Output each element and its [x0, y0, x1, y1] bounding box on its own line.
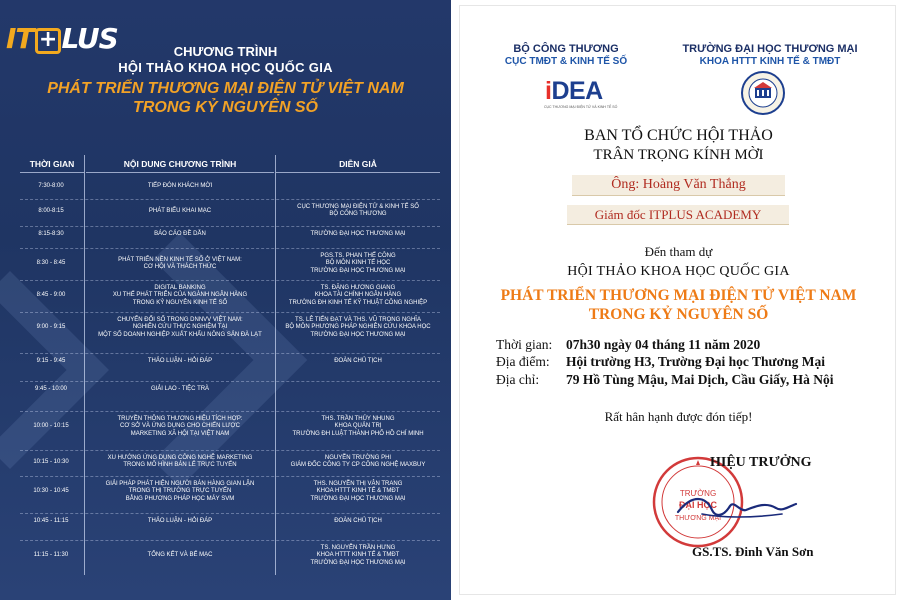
row-separator [20, 411, 440, 412]
row-speaker-line: TRƯỜNG ĐẠI HỌC THƯƠNG MẠI [310, 231, 406, 237]
row-content [86, 552, 274, 559]
row-content-line: TRONG MÔ HÌNH BÁN LẺ TRỰC TUYẾN [123, 462, 237, 469]
row-content-line: MỘT SỐ DOANH NGHIỆP XUẤT KHẨU NÔNG SẢN ĐÀ LẠT [98, 331, 262, 338]
row-content-line: TỔNG KẾT VÀ BẾ MẠC [147, 552, 213, 559]
row-separator [20, 226, 440, 227]
row-content [86, 231, 274, 238]
row-speaker-line: THS. NGUYỄN THỊ VÂN TRANG [313, 481, 403, 487]
row-speaker-line: TRƯỜNG ĐẠI HỌC THƯƠNG MẠI [310, 267, 406, 274]
row-speaker-line: KHOA QUẢN TRỊ [334, 423, 382, 430]
row-time: 9:45 - 10:00 [34, 386, 68, 392]
row-time: 8:15-8:30 [38, 231, 64, 237]
row-content [86, 386, 274, 393]
row-content-line: PHÁT BIỂU KHAI MẠC [148, 207, 212, 214]
row-content-line: GIẢI PHÁP PHÁT HIỆN NGƯỜI BÁN HÀNG GIAN LẬN [105, 481, 255, 487]
row-time: 10:00 - 10:15 [33, 423, 69, 430]
svg-text:ĐẠI HỌC: ĐẠI HỌC [679, 500, 717, 510]
rector-title: HIỆU TRƯỞNG [710, 455, 812, 470]
row-content [86, 518, 274, 525]
row-separator [20, 540, 440, 541]
row-speaker [276, 317, 440, 339]
row-speaker-line: TS. LÊ TIẾN ĐẠT VÀ THS. VŨ TRỌNG NGHĨA [295, 317, 421, 323]
row-separator [20, 353, 440, 354]
row-speaker-line: ĐOÀN CHỦ TỊCH [334, 358, 382, 364]
row-content [86, 416, 274, 438]
row-content-line: TRONG KỶ NGUYÊN KINH TẾ SỐ [132, 299, 228, 306]
signer-name: GS.TS. Đinh Văn Sơn [692, 544, 814, 559]
row-speaker [276, 285, 440, 307]
invitee-name: Ông: Hoàng Văn Thắng [611, 177, 746, 192]
row-content [86, 455, 274, 470]
logo-plus: + [35, 28, 61, 54]
address-line [496, 372, 834, 388]
venue-label: Địa điểm: [496, 354, 550, 369]
logo-prefix: IT [6, 22, 34, 55]
header-time: THỜI GIAN [20, 155, 84, 173]
row-speaker-line: TRƯỜNG ĐH LUẬT THÀNH PHỐ HỒ CHÍ MINH [292, 430, 424, 437]
idea-logo [545, 77, 603, 106]
row-content-line: XU THẾ PHÁT TRIỂN CỦA NGÀNH NGÂN HÀNG [112, 292, 248, 299]
row-speaker-line: KHOA TÀI CHÍNH NGÂN HÀNG [314, 292, 402, 299]
row-content [86, 183, 274, 190]
row-time: 10:30 - 10:45 [33, 488, 69, 495]
theme-line-1: PHÁT TRIỂN THƯƠNG MẠI ĐIỆN TỬ VIỆT NAM [47, 80, 404, 97]
row-separator [20, 280, 440, 281]
row-speaker-line: NGUYỄN TRƯỜNG PHI [324, 455, 392, 461]
invitation-card [459, 5, 896, 595]
conference-theme-2: TRONG KỶ NGUYÊN SỐ [588, 306, 769, 323]
row-speaker-line: TS. NGUYỄN TRẦN HƯNG [320, 545, 396, 551]
row-content-line: TIẾP ĐÓN KHÁCH MỜI [147, 183, 213, 189]
row-time: 10:15 - 10:30 [33, 458, 69, 465]
row-time: 10:45 - 11:15 [33, 518, 69, 524]
welcome-text: Rất hân hạnh được đón tiếp! [604, 409, 753, 424]
row-separator [20, 476, 440, 477]
row-speaker-line: GIÁM ĐỐC CÔNG TY CP CÔNG NGHỆ MAXBUY [290, 462, 426, 469]
venue-value: Hội trường H3, Trường Đại học Thương Mại [566, 354, 826, 369]
row-time: 9:15 - 9:45 [36, 358, 66, 364]
row-speaker [276, 204, 440, 219]
row-speaker [276, 416, 440, 438]
svg-text:TRƯỜNG: TRƯỜNG [679, 489, 717, 498]
row-time: 8:45 - 9:00 [36, 292, 66, 299]
row-content [86, 358, 274, 365]
department-name: CỤC TMĐT & KINH TẾ SỐ [504, 56, 628, 67]
schedule-table [20, 155, 440, 575]
row-time: 7:30-8:00 [38, 183, 64, 189]
row-content-line: BÁO CÁO ĐỀ DẪN [154, 231, 206, 237]
row-content-line: THẢO LUẬN - HỎI ĐÁP [147, 518, 213, 524]
logo-suffix: LUS [61, 22, 118, 55]
row-separator [20, 312, 440, 313]
row-content-line: CHUYỂN ĐỔI SỐ TRONG DNNVV VIỆT NAM: [117, 317, 243, 323]
venue-line [496, 354, 825, 370]
row-speaker-line: TRƯỜNG ĐẠI HỌC THƯƠNG MẠI [310, 331, 406, 338]
row-speaker [276, 455, 440, 470]
respectfully-invite: TRÂN TRỌNG KÍNH MỜI [593, 147, 764, 163]
header-content: NỘI DUNG CHƯƠNG TRÌNH [86, 155, 274, 173]
row-content-line: CƠ SỞ VÀ ỨNG DỤNG CHO CHIẾN LƯỢC [119, 423, 241, 430]
time-label: Thời gian: [496, 337, 553, 352]
row-content [86, 257, 274, 272]
row-speaker-line: BỘ CÔNG THƯƠNG [329, 211, 387, 218]
university-seal-icon [740, 70, 786, 116]
faculty-name: KHOA HTTT KINH TẾ & TMĐT [699, 56, 841, 67]
row-speaker [276, 253, 440, 275]
header-speaker: DIỄN GIẢ [276, 155, 440, 173]
row-speaker-line: TRƯỜNG ĐẠI HỌC THƯƠNG MẠI [310, 495, 406, 502]
row-content-line: TRUYỀN THÔNG THƯƠNG HIỆU TÍCH HỢP: [117, 416, 243, 422]
signature-icon [672, 488, 800, 528]
to-attend: Đến tham dự [644, 244, 713, 259]
row-content-line: DIGITAL BANKING [154, 285, 206, 291]
svg-text:THƯƠNG MẠI: THƯƠNG MẠI [674, 515, 722, 522]
conference-theme-1: PHÁT TRIỂN THƯƠNG MẠI ĐIỆN TỬ VIỆT NAM [500, 287, 857, 304]
idea-logo-i: i [545, 77, 552, 105]
row-speaker [276, 231, 440, 238]
row-content-line: THẢO LUẬN - HỎI ĐÁP [147, 358, 213, 364]
ministry-name: BỘ CÔNG THƯƠNG [513, 43, 619, 55]
row-content-line: GIẢI LAO - TIỆC TRÀ [150, 386, 210, 392]
row-separator [20, 248, 440, 249]
row-content-line: CƠ HỘI VÀ THÁCH THỨC [143, 264, 217, 271]
time-line [496, 337, 760, 353]
row-separator [20, 450, 440, 451]
row-time: 9:00 - 9:15 [36, 324, 66, 331]
university-name: TRƯỜNG ĐẠI HỌC THƯƠNG MẠI [682, 43, 858, 55]
row-content-line: BẰNG PHƯƠNG PHÁP HỌC MÁY SVM [125, 495, 235, 502]
row-speaker-line: ĐOÀN CHỦ TỊCH [334, 518, 382, 524]
row-content [86, 317, 274, 339]
row-speaker-line: TRƯỜNG ĐẠI HỌC THƯƠNG MẠI [310, 559, 406, 566]
conference-name: HỘI THẢO KHOA HỌC QUỐC GIA [567, 264, 790, 279]
time-value: 07h30 ngày 04 tháng 11 năm 2020 [566, 337, 761, 352]
address-label: Địa chỉ: [496, 372, 540, 387]
row-speaker [276, 518, 440, 525]
row-speaker-line: PGS.TS. PHAN THẾ CÔNG [320, 253, 396, 259]
row-time: 11:15 - 11:30 [33, 552, 69, 559]
row-speaker-line: BỘ MÔN PHƯƠNG PHÁP NGHIÊN CỨU KHOA HỌC [285, 324, 431, 331]
theme-line-2: TRONG KỶ NGUYÊN SỐ [133, 99, 318, 116]
row-content-line: XU HƯỚNG ỨNG DỤNG CÔNG NGHỆ MARKETING [107, 455, 253, 461]
row-content-line: MARKETING XÃ HỘI TẠI VIỆT NAM [130, 430, 230, 437]
row-content [86, 285, 274, 307]
invitee-position: Giám đốc ITPLUS ACADEMY [594, 207, 762, 222]
idea-logo-rest: DEA [551, 77, 603, 105]
row-speaker-line: BỘ MÔN KINH TẾ HỌC [325, 260, 391, 267]
column-divider [84, 155, 85, 575]
row-content-line: TRONG THỊ TRƯỜNG TRỰC TUYẾN [128, 488, 232, 495]
row-content [86, 208, 274, 215]
program-title: CHƯƠNG TRÌNH [173, 44, 278, 59]
row-separator [20, 513, 440, 514]
row-speaker [276, 545, 440, 567]
organizing-committee: BAN TỔ CHỨC HỘI THẢO [584, 127, 773, 144]
idea-tagline: CỤC THƯƠNG MẠI ĐIỆN TỬ VÀ KINH TẾ SỐ [544, 105, 618, 109]
row-content-line: PHÁT TRIỂN NỀN KINH TẾ SỐ Ở VIỆT NAM: [118, 256, 242, 263]
conference-title: HỘI THẢO KHOA HỌC QUỐC GIA [118, 60, 333, 75]
row-speaker-line: THS. TRẦN THỦY NHUNG [321, 416, 395, 422]
row-speaker [276, 481, 440, 503]
row-separator [20, 199, 440, 200]
row-speaker [276, 358, 440, 365]
row-time: 8:00-8:15 [38, 207, 64, 214]
row-separator [20, 381, 440, 382]
row-speaker-line: KHOA HTTT KINH TẾ & TMĐT [316, 488, 400, 495]
row-content [86, 481, 274, 503]
row-speaker-line: TS. ĐẶNG HƯƠNG GIANG [320, 285, 396, 291]
row-content-line: NGHIÊN CỨU THỰC NGHIỆM TẠI [132, 324, 228, 331]
row-speaker-line: CỤC THƯƠNG MẠI ĐIỆN TỬ & KINH TẾ SỐ [297, 204, 419, 210]
row-time: 8:30 - 8:45 [36, 260, 66, 267]
row-speaker-line: KHOA HTTT KINH TẾ & TMĐT [316, 552, 400, 559]
row-speaker-line: TRƯỜNG ĐH KINH TẾ KỸ THUẬT CÔNG NGHIỆP [288, 299, 428, 306]
address-value: 79 Hồ Tùng Mậu, Mai Dịch, Cầu Giấy, Hà Nội [566, 372, 834, 387]
